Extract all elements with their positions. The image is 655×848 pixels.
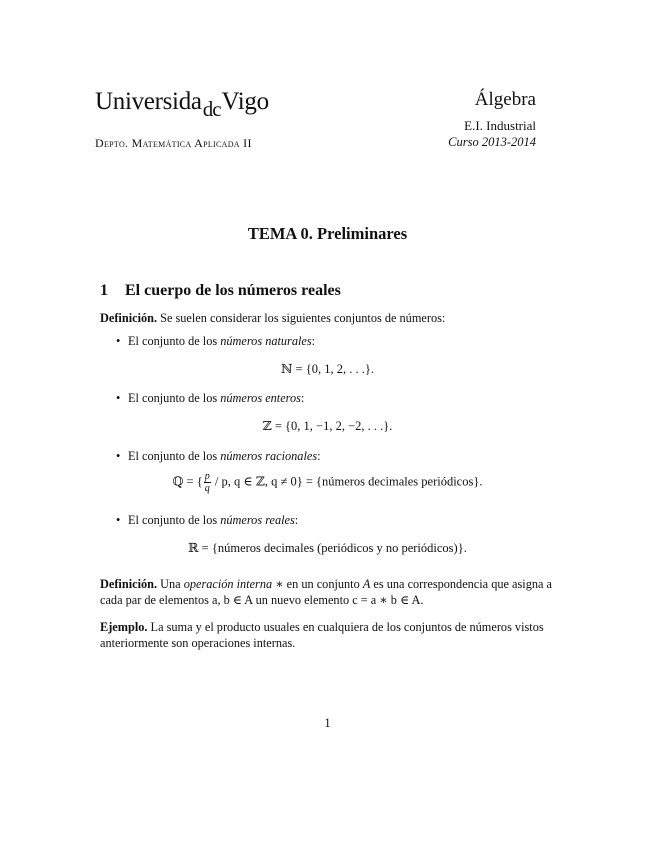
list-item: • El conjunto de los números enteros: <box>116 391 305 405</box>
formula-integers: ℤ = {0, 1, −1, 2, −2, . . .}. <box>262 419 393 433</box>
list-item: • El conjunto de los números racionales: <box>116 449 321 463</box>
department-name: Depto. Matemática Aplicada II <box>95 136 252 150</box>
logo-text-part1: Universida <box>95 88 202 115</box>
document-title: TEMA 0. Preliminares <box>247 224 408 243</box>
university-logo <box>95 88 269 121</box>
definition-text: Se suelen considerar los siguientes conjuntos de números: <box>160 311 446 325</box>
example-text: La suma y el producto usuales en cualquiera de los conjuntos de números vistos anteriormente son operaciones internas. <box>100 620 544 650</box>
definition-label: Definición. <box>100 577 158 591</box>
formula-naturals: ℕ = {0, 1, 2, . . .}. <box>281 362 374 376</box>
section-number: 1 <box>100 282 108 299</box>
school-name: E.I. Industrial <box>464 118 536 133</box>
logo-text-part3: Vigo <box>221 88 269 115</box>
example-paragraph <box>100 619 560 651</box>
course-subject: Álgebra <box>474 89 536 110</box>
definition-label: Definición. <box>100 311 158 325</box>
list-item: • El conjunto de los números reales: <box>116 513 299 527</box>
definition-paragraph <box>100 310 560 326</box>
definition-paragraph: Definición. Una operación interna ∗ en un conjunto A es una correspondencia que asigna a cada par de elementos a, b ∈ A un nuevo elemento c = a ∗ b ∈ A. <box>100 577 552 607</box>
list-item: • El conjunto de los números naturales: <box>116 334 316 348</box>
formula-rationals: ℚ = { $\frac{p}{q}$ / p, q ∈ ℤ, q ≠ 0} = {números decimales periódicos}. <box>172 471 483 494</box>
formula-reals: ℝ = {números decimales (periódicos y no periódicos)}. <box>188 541 467 555</box>
course-year: Curso 2013-2014 <box>448 135 536 149</box>
section-title: El cuerpo de los números reales <box>125 282 341 299</box>
logo-text-part2: dc <box>202 97 221 121</box>
fraction: $\frac{p}{q}$ <box>204 471 210 494</box>
page-number: 1 <box>324 716 331 730</box>
defined-term: operación interna <box>183 577 273 591</box>
section-heading <box>100 282 341 300</box>
example-label: Ejemplo. <box>100 620 148 634</box>
